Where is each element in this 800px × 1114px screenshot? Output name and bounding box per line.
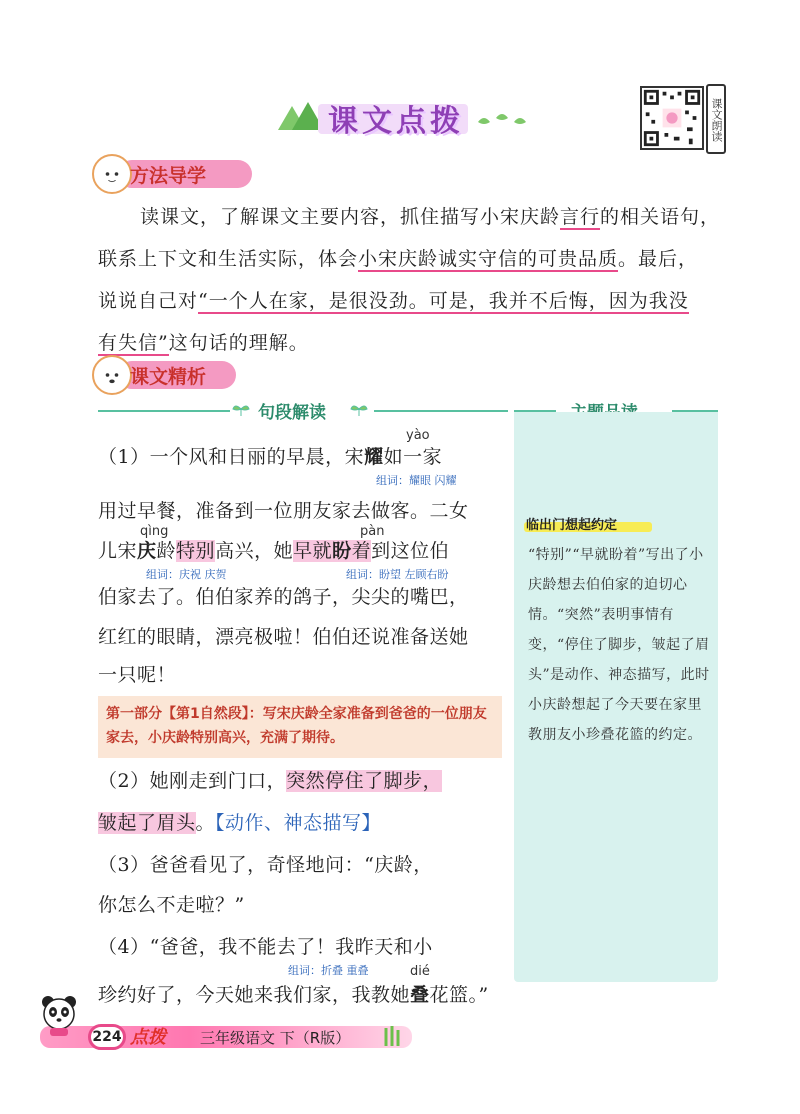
- page-title: 课文点拨: [328, 104, 464, 139]
- method-paragraph: 读课文，了解课文主要内容，抓住描写小宋庆龄言行的相关语句， 联系上下文和生活实际，体会小宋庆龄诚实守信的可贵品质。最后， 说说自己对“一个人在家，是很没劲。可是，我并不后悔，因为我没 有失信”这句话的理解。: [98, 206, 721, 354]
- pinyin-qing: qìng: [140, 524, 169, 539]
- sprout-icon: [232, 400, 250, 418]
- method-section-label: [92, 154, 252, 194]
- zuci-die: 组词：折叠 重叠: [288, 964, 369, 977]
- pinyin-pan: pàn: [360, 524, 385, 539]
- article-p1-line4: 伯家去了。伯伯家养的鸽子，尖尖的嘴巴，: [98, 586, 469, 608]
- article-p4-line2: 珍约好了，今天她来我们家，我教她叠花篮。”: [98, 984, 489, 1006]
- article-p1-line2: 用过早餐，准备到一位朋友家去做客。二女: [98, 500, 469, 522]
- method-label-text: 方法导学: [130, 164, 207, 187]
- left-header-line-right: [374, 410, 508, 412]
- part-one-summary: 第一部分【第1自然段】：写宋庆龄全家准备到爸爸的一位朋友家去，小庆龄特别高兴，充满了期待。: [98, 696, 502, 758]
- qr-code-icon[interactable]: [640, 86, 704, 150]
- qr-reading-label: 课文朗读: [706, 84, 726, 154]
- article-p4-line1: （4）“爸爸，我不能去了！我昨天和小: [98, 936, 433, 958]
- zuci-yao: 组词：耀眼 闪耀: [376, 474, 457, 487]
- book-title: 三年级语文 下（R版）: [200, 1029, 351, 1047]
- page-number: 224: [88, 1024, 126, 1050]
- article-p1-line5: 红红的眼睛，漂亮极啦！伯伯还说准备送她: [98, 626, 469, 648]
- pinyin-yao: yào: [406, 428, 430, 443]
- article-p2-line1: （2）她刚走到门口，突然停住了脚步，: [98, 770, 443, 792]
- article-p1-line3: 儿宋庆龄特别高兴，她早就盼着到这位伯: [98, 540, 450, 562]
- article-p1-line6: 一只呢！: [98, 664, 177, 686]
- article-p2-line2: 皱起了眉头。【动作、神态描写】: [98, 812, 382, 834]
- left-column-header: 句段解读: [258, 403, 326, 423]
- zuci-qing: 组词：庆祝 庆贺: [146, 568, 227, 581]
- article-p1-line1: （1）一个风和日丽的早晨，宋耀如一家: [98, 446, 443, 468]
- article-p3-line1: （3）爸爸看见了，奇怪地问：“庆龄，: [98, 854, 433, 876]
- pinyin-die: dié: [410, 964, 430, 979]
- zuci-pan: 组词：盼望 左顾右盼: [346, 568, 449, 581]
- intensive-section-label: [92, 355, 252, 395]
- panda-mascot-icon: [36, 992, 82, 1038]
- article-p3-line2: 你怎么不走啦？”: [98, 894, 245, 916]
- left-header-line: [98, 410, 230, 412]
- bamboo-icon: [380, 1024, 402, 1048]
- series-logo: 点拨: [130, 1027, 166, 1048]
- side-text: “特别”“早就盼着”写出了小庆龄想去伯伯家的迫切心情。“突然”表明事情有变，“停住了脚步，皱起了眉头”是动作、神态描写，此时小庆龄想起了今天要在家里教朋友小珍叠花篮的约定。: [528, 547, 710, 743]
- sprout-icon: [350, 400, 368, 418]
- intensive-label-text: 课文精析: [130, 365, 207, 388]
- side-title: 临出门想起约定: [526, 518, 618, 533]
